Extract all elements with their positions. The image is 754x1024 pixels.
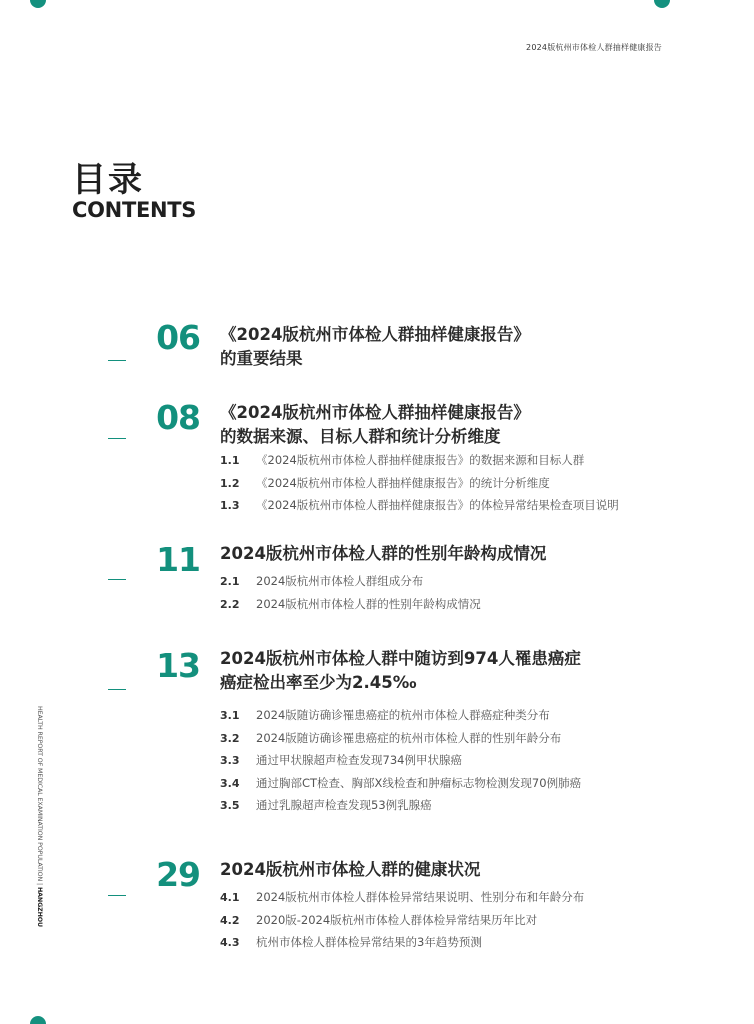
section-title-line: 2024版杭州市体检人群的性别年龄构成情况	[220, 544, 547, 563]
subsection-text: 2020版-2024版杭州市体检人群体检异常结果历年比对	[256, 912, 538, 927]
subsection-number: 4.2	[220, 913, 240, 927]
subsection-number: 1.1	[220, 454, 240, 467]
bottom-left-dot	[30, 1016, 46, 1024]
subsection-number: 3.2	[220, 731, 240, 745]
subsection-text: 杭州市体检人群体检异常结果的3年趋势预测	[256, 935, 482, 949]
section-title-line: 的重要结果	[220, 349, 303, 368]
section-title-line: 《2024版杭州市体检人群抽样健康报告》	[220, 325, 530, 344]
subsection-item[interactable]	[220, 494, 690, 517]
running-header: 2024版杭州市体检人群抽样健康报告	[526, 43, 662, 52]
section-page-number: 11	[156, 540, 200, 579]
subsection-text: 通过乳腺超声检查发现53例乳腺癌	[256, 798, 432, 812]
section-page-number: 06	[156, 318, 200, 357]
subsection-text: 《2024版杭州市体检人群抽样健康报告》的数据来源和目标人群	[256, 453, 585, 467]
section-title[interactable]	[220, 647, 690, 695]
subsection-number: 2.2	[220, 597, 240, 611]
subsection-number: 4.3	[220, 936, 240, 949]
subsection-number: 2.1	[220, 575, 240, 588]
subsection-item[interactable]	[220, 449, 690, 472]
subsection-item[interactable]	[220, 749, 690, 772]
subsection-number: 4.1	[220, 891, 240, 904]
subsection-list	[220, 449, 690, 517]
section-rule	[108, 438, 126, 439]
side-text-separator: |	[36, 883, 43, 886]
side-text-city: HANGZHOU	[36, 886, 43, 928]
top-right-dot	[654, 0, 670, 8]
side-text-main: HEALTH REPORT OF MEDICAL EXAMINATION POPULATION	[36, 706, 43, 882]
toc-title-en: CONTENTS	[72, 198, 197, 222]
subsection-list	[220, 886, 690, 954]
section-title-line: 癌症检出率至少为2.45‰	[220, 673, 417, 692]
subsection-text: 2024版杭州市体检人群组成分布	[256, 574, 424, 588]
subsection-item[interactable]	[220, 570, 690, 593]
section-title[interactable]	[220, 323, 690, 371]
subsection-text: 2024版随访确诊罹患癌症的杭州市体检人群癌症种类分布	[256, 708, 550, 722]
subsection-item[interactable]	[220, 909, 690, 932]
subsection-item[interactable]	[220, 704, 690, 727]
section-title-line: 《2024版杭州市体检人群抽样健康报告》	[220, 403, 530, 422]
subsection-list	[220, 704, 690, 817]
subsection-number: 1.2	[220, 476, 240, 490]
subsection-text: 通过胸部CT检查、胸部X线检查和肿瘤标志物检测发现70例肺癌	[256, 775, 582, 790]
side-vertical-text	[33, 706, 45, 942]
section-title[interactable]	[220, 858, 690, 882]
section-title[interactable]	[220, 542, 690, 566]
subsection-text: 2024版杭州市体检人群的性别年龄构成情况	[256, 596, 481, 611]
subsection-text: 《2024版杭州市体检人群抽样健康报告》的统计分析维度	[256, 475, 550, 490]
section-rule	[108, 689, 126, 690]
subsection-text: 2024版杭州市体检人群体检异常结果说明、性别分布和年龄分布	[256, 890, 585, 904]
subsection-text: 《2024版杭州市体检人群抽样健康报告》的体检异常结果检查项目说明	[256, 498, 619, 512]
section-title-line: 的数据来源、目标人群和统计分析维度	[220, 427, 501, 446]
subsection-number: 3.4	[220, 776, 240, 790]
section-rule	[108, 360, 126, 361]
section-title[interactable]	[220, 401, 690, 449]
subsection-item[interactable]	[220, 886, 690, 909]
subsection-number: 1.3	[220, 499, 240, 512]
subsection-item[interactable]	[220, 593, 690, 616]
subsection-number: 3.3	[220, 754, 240, 767]
subsection-text: 通过甲状腺超声检查发现734例甲状腺癌	[256, 753, 462, 767]
section-title-line: 2024版杭州市体检人群中随访到974人罹患癌症	[220, 649, 581, 668]
subsection-list	[220, 570, 690, 615]
section-title-line: 2024版杭州市体检人群的健康状况	[220, 860, 481, 879]
section-page-number: 13	[156, 646, 200, 685]
section-page-number: 29	[156, 855, 200, 894]
subsection-item[interactable]	[220, 772, 690, 795]
section-rule	[108, 895, 126, 896]
subsection-number: 3.1	[220, 709, 240, 722]
subsection-item[interactable]	[220, 931, 690, 954]
subsection-item[interactable]	[220, 472, 690, 495]
subsection-item[interactable]	[220, 727, 690, 750]
section-page-number: 08	[156, 398, 200, 437]
subsection-item[interactable]	[220, 794, 690, 817]
section-rule	[108, 579, 126, 580]
toc-title-cn: 目录	[72, 160, 144, 200]
subsection-number: 3.5	[220, 799, 240, 812]
top-left-dot	[30, 0, 46, 8]
subsection-text: 2024版随访确诊罹患癌症的杭州市体检人群的性别年龄分布	[256, 730, 562, 745]
